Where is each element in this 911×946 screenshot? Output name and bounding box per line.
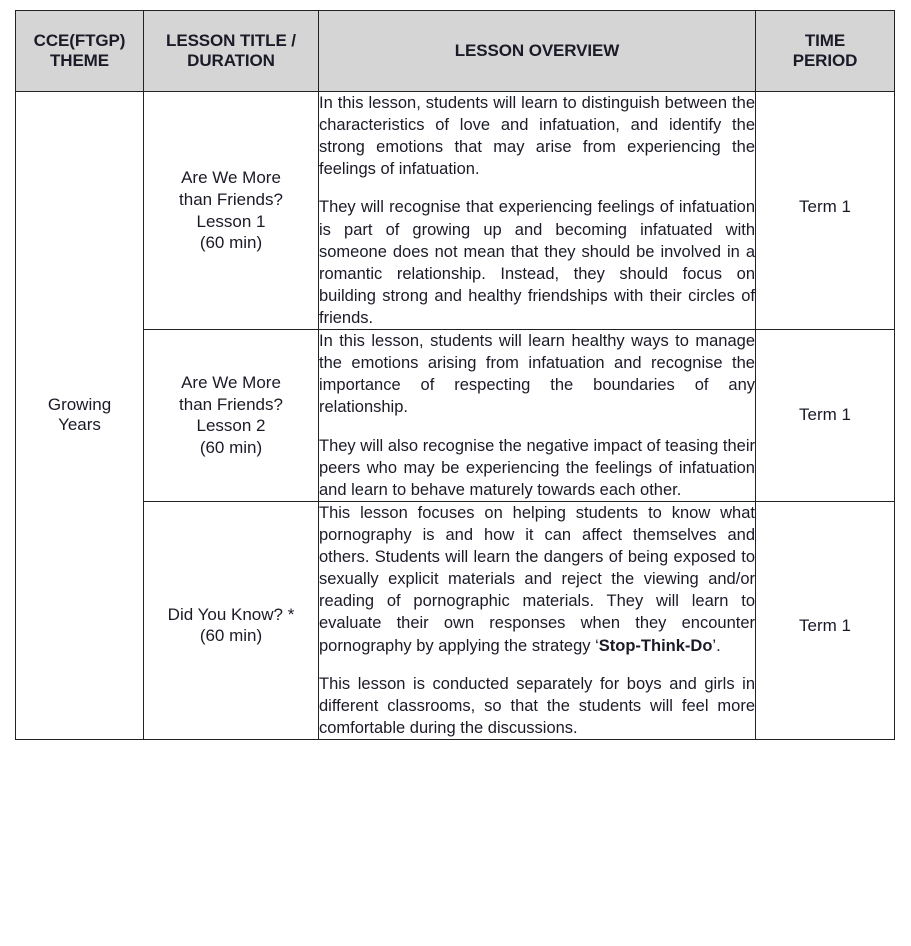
column-header-lesson-title-line-1: LESSON TITLE / <box>166 31 296 51</box>
table-row <box>16 501 895 739</box>
column-header-lesson-overview-line-1: LESSON OVERVIEW <box>454 41 620 61</box>
lesson-duration-line: (60 min) <box>199 626 263 646</box>
lesson-duration-line: (60 min) <box>199 438 263 458</box>
overview-paragraph: This lesson is conducted separately for boys and girls in different classrooms, so that the students will feel more comfortable during the discussions. <box>319 674 755 737</box>
lesson-title-line: Are We More <box>181 168 281 188</box>
time-period-cell: Term 1 <box>756 330 895 502</box>
column-header-time-period-line-1: TIME <box>804 31 846 51</box>
lesson-title-line: Are We More <box>181 372 281 392</box>
lesson-schedule-table <box>15 10 895 740</box>
lesson-overview-cell <box>319 330 756 502</box>
lesson-title-line: Did You Know? * <box>167 604 295 624</box>
table-header-row <box>16 11 895 92</box>
table-header <box>16 11 895 92</box>
lesson-title-cell <box>144 501 319 739</box>
column-header-lesson-overview <box>319 11 756 92</box>
lesson-title-line: Lesson 1 <box>196 211 266 231</box>
lesson-overview-cell <box>319 501 756 739</box>
column-header-theme <box>16 11 144 92</box>
column-header-theme-line-2: THEME <box>49 51 109 70</box>
overview-paragraph: This lesson focuses on helping students to know what pornography is and how it can affect themselves and others. Students will learn the dangers of being exposed to sexually explicit materials and reject the viewing and/or reading of pornographic materials. They will learn to evaluate their own responses when they encounter pornography by applying the strategy ‘Stop-Think-Do’. <box>319 503 755 655</box>
theme-cell-growing-years <box>16 92 144 740</box>
theme-label-line-1: Growing <box>47 395 112 415</box>
lesson-duration-line: (60 min) <box>199 233 263 253</box>
table-body <box>16 92 895 740</box>
lesson-title-cell <box>144 92 319 330</box>
lesson-title-line: than Friends? <box>179 394 283 414</box>
table-row <box>16 330 895 502</box>
overview-paragraph: They will recognise that experiencing feelings of infatuation is part of growing up and becoming infatuated with someone does not mean that they should be involved in a romantic relationship. Instead, they should focus on building strong and healthy friendships with their circles of friends. <box>319 198 755 327</box>
theme-label-line-2: Years <box>58 415 101 435</box>
overview-paragraph: They will also recognise the negative impact of teasing their peers who may be experiencing the feelings of infatuation and learn to behave maturely towards each other. <box>319 436 755 499</box>
lesson-title-cell <box>144 330 319 502</box>
time-period-cell: Term 1 <box>756 92 895 330</box>
column-header-theme-line-1: CCE(FTGP) <box>33 31 126 51</box>
lesson-title-line: Lesson 2 <box>196 416 266 436</box>
column-header-lesson-title <box>144 11 319 92</box>
time-period-cell: Term 1 <box>756 501 895 739</box>
column-header-time-period-line-2: PERIOD <box>792 51 858 70</box>
lesson-overview-cell <box>319 92 756 330</box>
column-header-time-period <box>756 11 895 92</box>
table-row <box>16 92 895 330</box>
overview-paragraph: In this lesson, students will learn healthy ways to manage the emotions arising from infatuation and recognise the importance of respecting the boundaries of any relationship. <box>319 332 755 417</box>
column-header-lesson-title-line-2: DURATION <box>187 51 275 70</box>
lesson-title-line: than Friends? <box>179 189 283 209</box>
overview-paragraph: In this lesson, students will learn to distinguish between the characteristics of love and infatuation, and identify the strong emotions that may arise from experiencing the feelings of infatuation. <box>319 94 755 179</box>
